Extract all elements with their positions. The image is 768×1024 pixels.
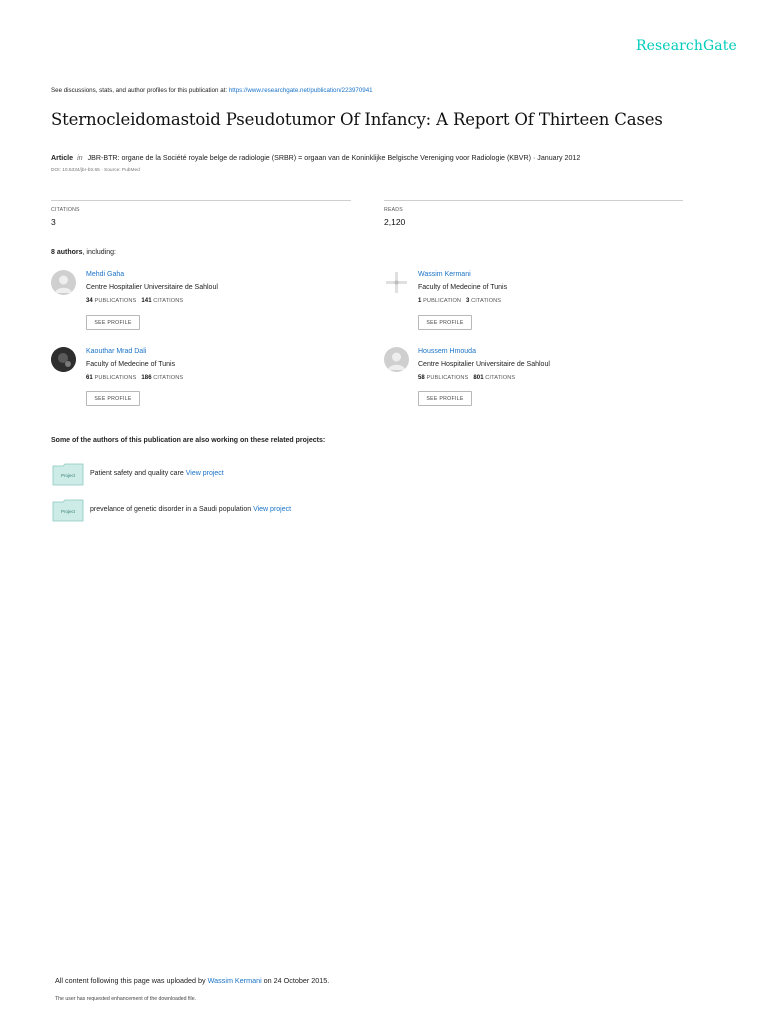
default-avatar-icon — [51, 270, 76, 295]
publication-meta — [51, 154, 580, 162]
author-stats — [418, 375, 515, 381]
author-photo-icon — [384, 270, 409, 295]
project-folder-icon — [52, 498, 84, 522]
author-photo-icon — [51, 347, 76, 372]
in-word: in — [77, 154, 83, 162]
citations-label: CITATIONS — [153, 375, 184, 381]
see-profile-button[interactable]: SEE PROFILE — [418, 391, 472, 406]
project-folder-icon — [52, 462, 84, 486]
author-institution: Centre Hospitalier Universitaire de Sahloul — [86, 284, 218, 291]
citations-label: CITATIONS — [471, 298, 502, 304]
project-name: prevelance of genetic disorder in a Saudi population — [90, 506, 252, 513]
avatar[interactable] — [384, 347, 409, 372]
project-name: Patient safety and quality care — [90, 470, 184, 477]
discussion-prefix: See discussions, stats, and author profiles for this publication at: — [51, 87, 229, 94]
author-institution: Faculty of Medecine of Tunis — [86, 361, 176, 368]
view-project-link[interactable]: View project — [253, 506, 292, 513]
researchgate-logo[interactable]: ResearchGate — [636, 38, 737, 54]
project-row — [90, 506, 291, 513]
author-citations-count: 3 — [466, 298, 470, 304]
citations-label: CITATIONS — [51, 207, 80, 213]
author-stats — [86, 375, 183, 381]
author-citations-count: 186 — [141, 375, 152, 381]
author-stats — [418, 298, 501, 304]
authors-count: 8 authors — [51, 249, 83, 256]
avatar[interactable] — [51, 347, 76, 372]
authors-suffix: , including: — [82, 249, 116, 256]
discussion-line — [51, 87, 373, 94]
upload-suffix: on 24 October 2015. — [261, 976, 330, 985]
citations-divider — [51, 200, 351, 201]
author-name-link[interactable]: Kaouthar Mrad Dali — [86, 348, 147, 355]
author-stats — [86, 298, 183, 304]
reads-value: 2,120 — [384, 217, 406, 227]
author-citations-count: 141 — [141, 298, 152, 304]
see-profile-button[interactable]: SEE PROFILE — [86, 315, 140, 330]
projects-heading: Some of the authors of this publication are also working on these related projects: — [51, 437, 326, 444]
publications-label: PUBLICATIONS — [426, 375, 469, 381]
author-name-link[interactable]: Wassim Kermani — [418, 271, 471, 278]
upload-prefix: All content following this page was uploaded by — [55, 976, 208, 985]
project-row — [90, 470, 224, 477]
author-institution: Faculty of Medecine of Tunis — [418, 284, 508, 291]
uploader-link[interactable]: Wassim Kermani — [207, 976, 262, 985]
author-publications-count: 61 — [86, 375, 93, 381]
journal-date: JBR-BTR: organe de la Société royale belge de radiologie (SRBR) = orgaan van de Koninklijke Belgische Vereniging voor Radiologie (KBVR) · January 2012 — [87, 154, 581, 162]
doi-source: DOI: 10.5334/jbr-btr.65 · Source: PubMed — [51, 168, 140, 173]
reads-divider — [384, 200, 683, 201]
default-avatar-icon — [384, 347, 409, 372]
publication-type: Article — [51, 154, 74, 162]
authors-heading — [51, 249, 116, 256]
author-institution: Centre Hospitalier Universitaire de Sahloul — [418, 361, 550, 368]
view-project-link[interactable]: View project — [185, 470, 224, 477]
avatar[interactable] — [51, 270, 76, 295]
citations-label: CITATIONS — [153, 298, 184, 304]
publications-label: PUBLICATIONS — [94, 298, 137, 304]
publications-label: PUBLICATIONS — [94, 375, 137, 381]
author-name-link[interactable]: Houssem Hmouda — [418, 348, 476, 355]
author-citations-count: 801 — [473, 375, 484, 381]
publication-title: Sternocleidomastoid Pseudotumor Of Infancy: A Report Of Thirteen Cases — [51, 110, 663, 129]
citations-value: 3 — [51, 217, 56, 227]
author-publications-count: 58 — [418, 375, 425, 381]
publication-label: PUBLICATION — [423, 298, 462, 304]
enhancement-note: The user has requested enhancement of the downloaded file. — [55, 996, 197, 1002]
author-publications-count: 1 — [418, 298, 422, 304]
author-publications-count: 34 — [86, 298, 93, 304]
see-profile-button[interactable]: SEE PROFILE — [418, 315, 472, 330]
avatar[interactable] — [384, 270, 409, 295]
publication-url-link[interactable]: https://www.researchgate.net/publication/223970941 — [228, 87, 373, 94]
author-name-link[interactable]: Mehdi Gaha — [86, 271, 125, 278]
reads-label: READS — [384, 207, 403, 213]
folder-label: Project — [60, 473, 76, 478]
folder-label: Project — [60, 509, 76, 514]
upload-note — [55, 976, 329, 985]
citations-label: CITATIONS — [485, 375, 516, 381]
see-profile-button[interactable]: SEE PROFILE — [86, 391, 140, 406]
